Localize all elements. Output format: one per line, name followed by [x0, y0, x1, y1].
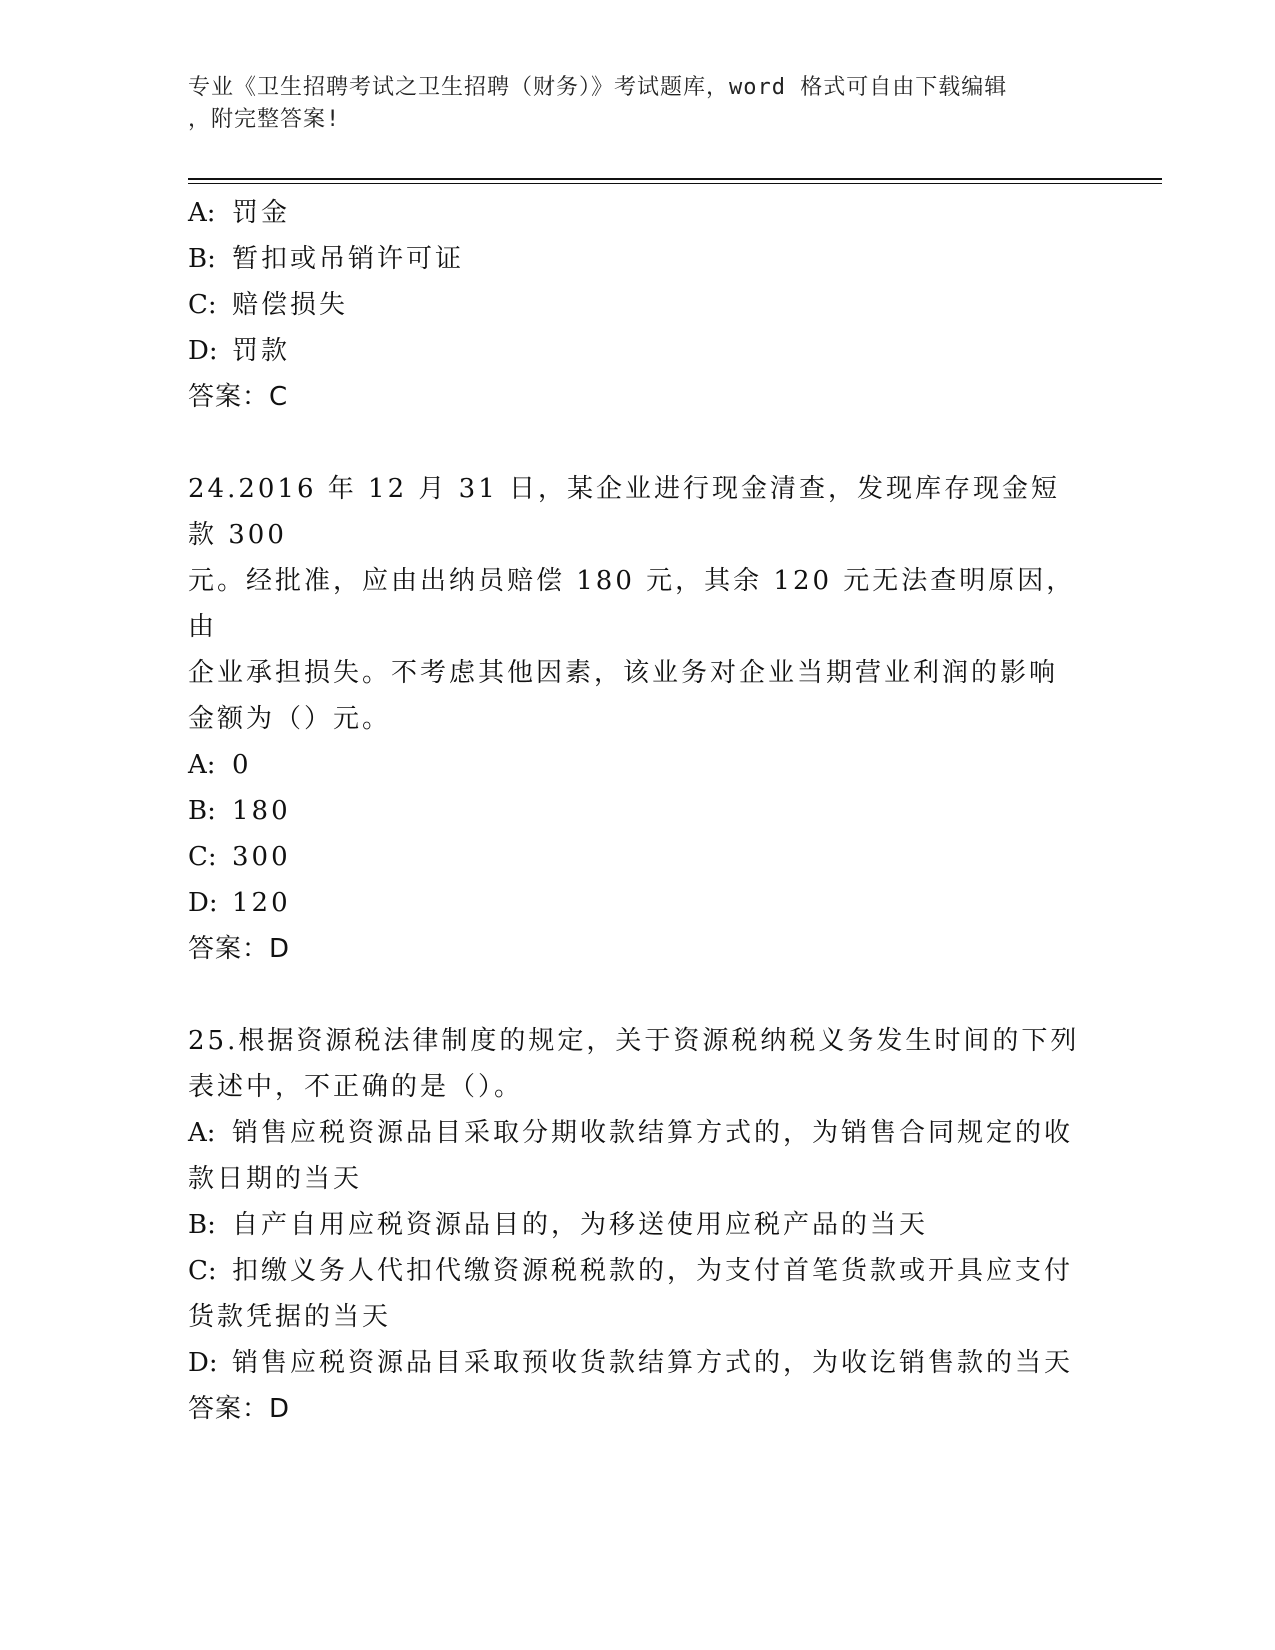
- option-c-continued: 货款凭据的当天: [188, 1302, 392, 1332]
- option-a-continued: 款日期的当天: [188, 1164, 363, 1194]
- question-stem-line: 25.根据资源税法律制度的规定，关于资源税纳税义务发生时间的下列: [188, 1026, 1080, 1056]
- document-header: [188, 72, 1078, 136]
- option-c: C: 扣缴义务人代扣代缴资源税税款的，为支付首笔货款或开具应支付: [188, 1256, 1074, 1286]
- option-b: B: 暂扣或吊销许可证: [188, 244, 465, 274]
- option-d: D: 销售应税资源品目采取预收货款结算方式的，为收讫销售款的当天: [188, 1348, 1074, 1378]
- option-c: C: 300: [188, 842, 291, 872]
- question-content: [188, 190, 1088, 1432]
- option-a: A: 销售应税资源品目采取分期收款结算方式的，为销售合同规定的收: [188, 1118, 1074, 1148]
- option-b: B: 自产自用应税资源品目的，为移送使用应税产品的当天: [188, 1210, 929, 1240]
- option-c: C: 赔偿损失: [188, 290, 349, 320]
- option-d: D: 120: [188, 888, 291, 918]
- question-stem-line: 元。经批准，应由出纳员赔偿 180 元，其余 120 元无法查明原因，由: [188, 566, 1076, 642]
- answer: 答案：D: [188, 934, 291, 964]
- question-25: [188, 1018, 1088, 1432]
- previous-question: [188, 190, 1088, 420]
- answer: 答案：D: [188, 1394, 291, 1424]
- option-a: A: 0: [188, 750, 252, 780]
- answer: 答案：C: [188, 382, 289, 412]
- header-line-1: 专业《卫生招聘考试之卫生招聘（财务）》考试题库，word 格式可自由下载编辑: [188, 75, 1008, 100]
- question-24: [188, 466, 1088, 972]
- option-b: B: 180: [188, 796, 291, 826]
- option-a: A: 罚金: [188, 198, 291, 228]
- option-d: D: 罚款: [188, 336, 291, 366]
- question-stem-line: 表述中，不正确的是（）。: [188, 1072, 524, 1102]
- header-line-2: ，附完整答案!: [188, 107, 341, 132]
- question-stem-line: 24.2016 年 12 月 31 日，某企业进行现金清查，发现库存现金短款 300: [188, 474, 1061, 550]
- question-stem-line: 企业承担损失。不考虑其他因素，该业务对企业当期营业利润的影响: [188, 658, 1059, 688]
- question-stem-line: 金额为（）元。: [188, 704, 392, 734]
- header-divider-thin: [188, 183, 1162, 184]
- header-divider-thick: [188, 178, 1162, 180]
